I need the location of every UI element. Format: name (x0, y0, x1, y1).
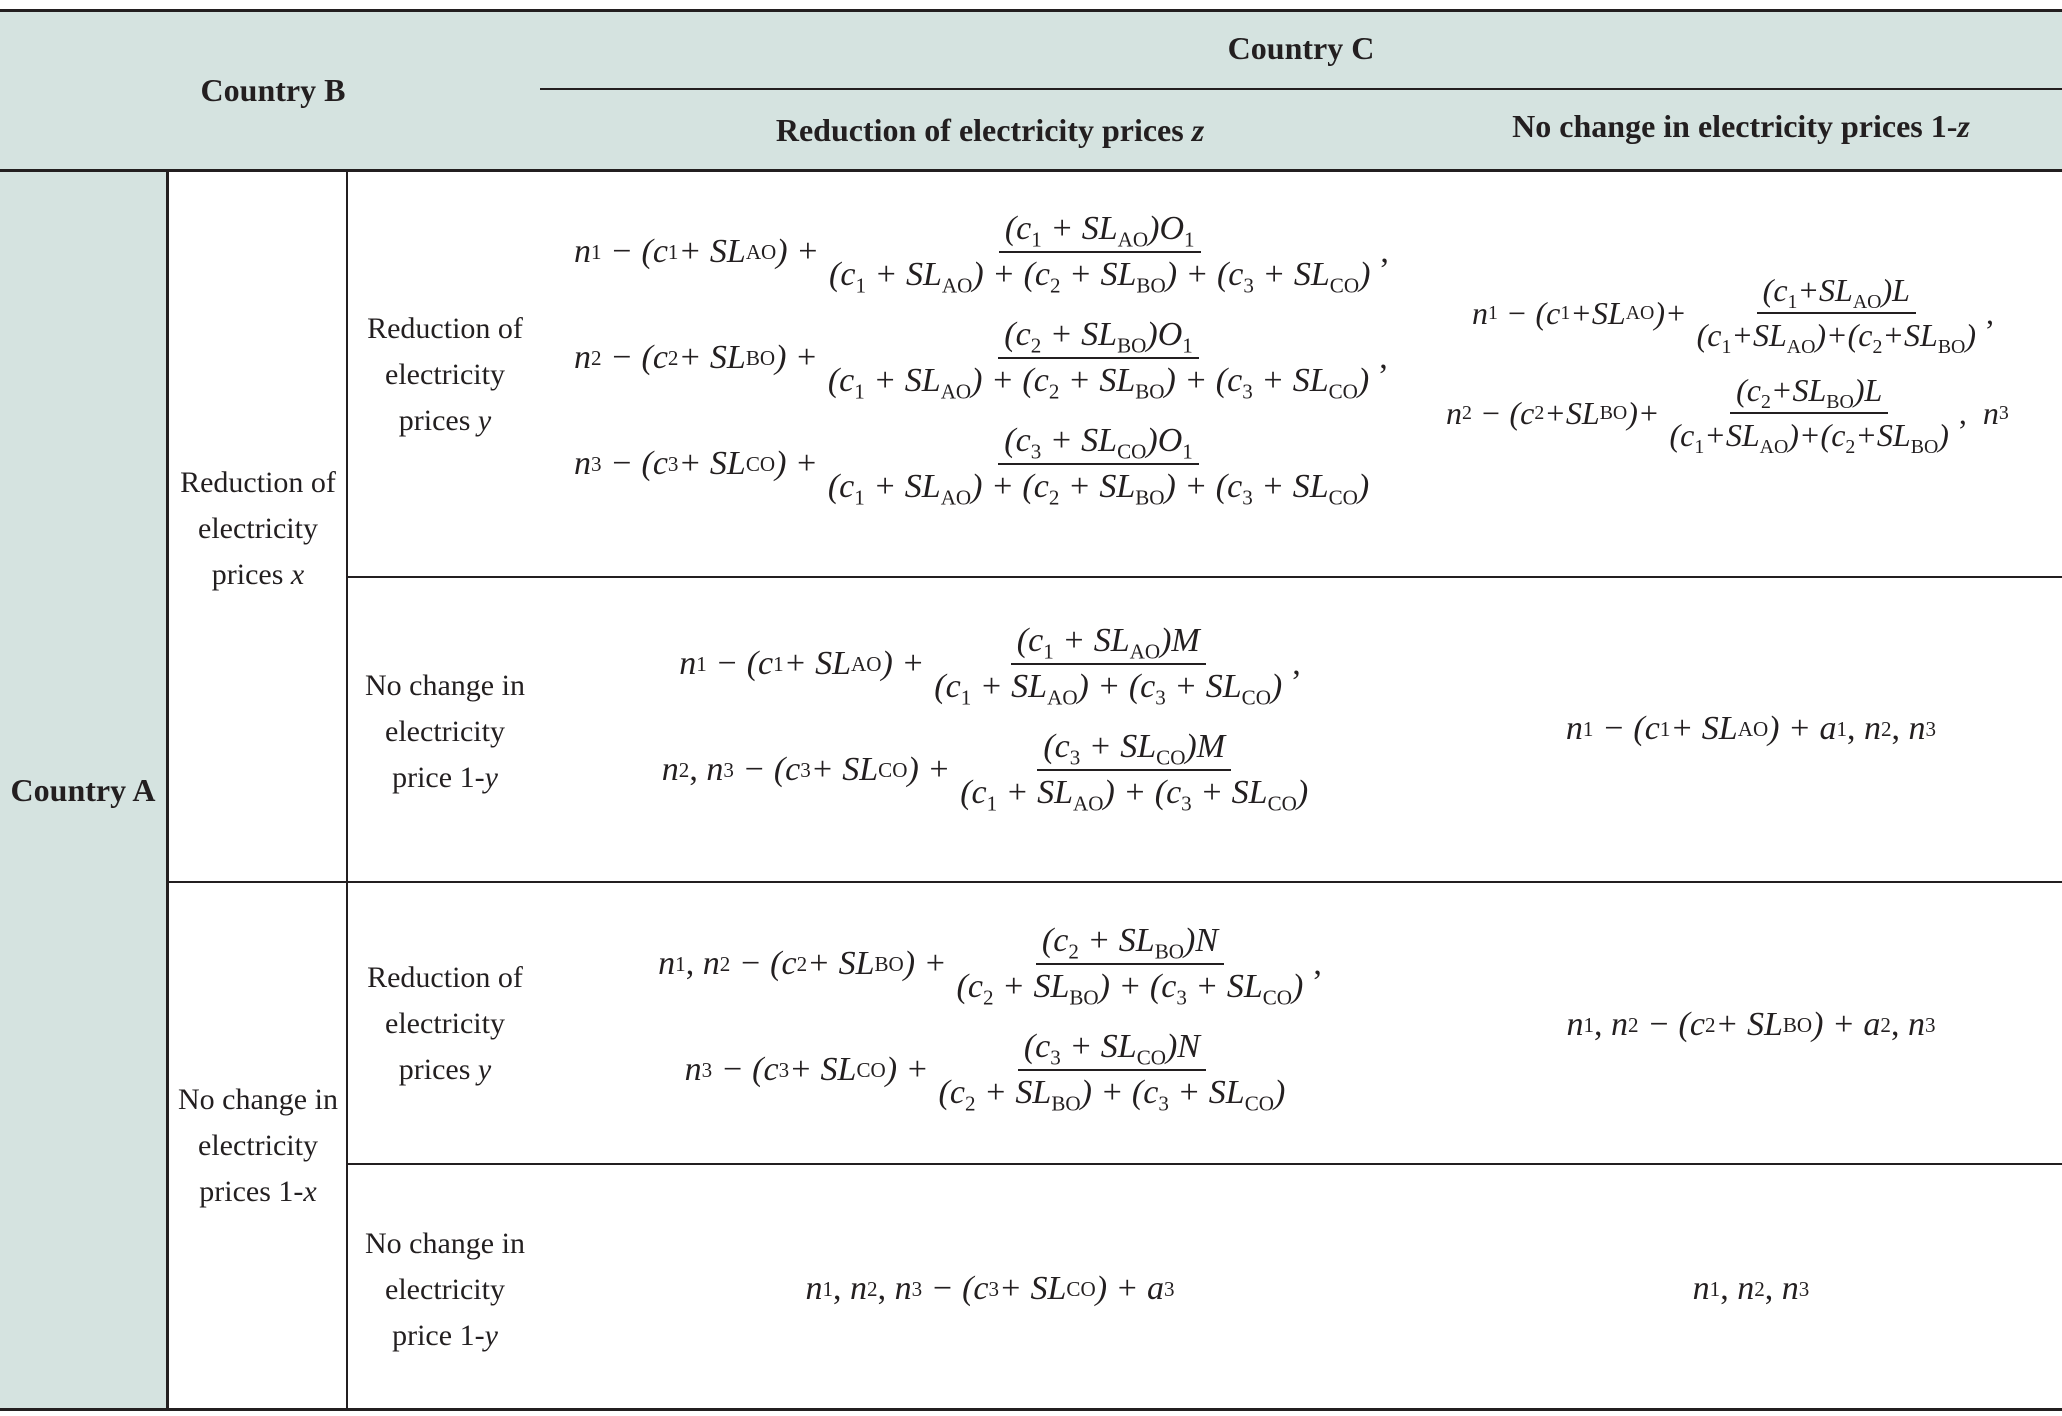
country-b-reduction-y-2: Reduction of electricity prices y (367, 961, 523, 1086)
payoff-r3c2-line1: n 1 , n 2 − (c 2 + SL BO ) + a 2 , n 3 (1566, 1006, 1936, 1043)
payoff-r2c1 (540, 622, 1440, 816)
payoff-r4c1-line1: n 1 , n 2 , n 3 − (c 3 + SL CO ) + a 3 (805, 1270, 1175, 1307)
row-divider-3 (346, 1163, 2062, 1165)
payoff-r2c2 (1440, 710, 2062, 748)
country-a-reduction-x: Reduction of electricity prices x (180, 466, 336, 591)
payoff-r4c2-line1: n 1 , n 2 , n 3 (1692, 1270, 1810, 1307)
payoff-r1c1-line1: n 1 − (c 1 + SL AO ) + $\frac{(c_1 + SL_{AO})O_1}{(c_1 + SL_{AO}) + (c_2 + SL_{BO}) + (c_3 + SL_{CO})}$ , (574, 210, 1389, 298)
top-rule (0, 9, 2062, 12)
payoff-r3c1 (540, 922, 1440, 1116)
payoff-r1c2 (1446, 272, 2009, 458)
country-c-header: Country C (1227, 30, 1375, 66)
header-bottom-rule (0, 169, 2062, 172)
country-c-underline (540, 88, 2062, 90)
country-b-no-change-y-2: No change in electricity price 1-y (365, 1227, 525, 1352)
payoff-r3c2 (1440, 1006, 2062, 1044)
country-b-column-rule (346, 170, 348, 1410)
country-b-reduction-y-1: Reduction of electricity prices y (367, 312, 523, 437)
payoff-r1c2-line1: n 1 − (c 1 +SL AO )+ $\frac{(c_1+SL_{AO})L}{(c_1+SL_{AO})+(c_2+SL_{BO})}$ , (1472, 272, 1995, 358)
payoff-r1c2-line2: n 2 − (c 2 +SL BO )+ $\frac{(c_2+SL_{BO})L}{(c_1+SL_{AO})+(c_2+SL_{BO})}$ , n 3 (1446, 372, 2009, 458)
payoff-r2c2-line1: n 1 − (c 1 + SL AO ) + a 1 , n 2 , n 3 (1565, 710, 1937, 747)
payoff-r3c1-line1: n 1 , n 2 − (c 2 + SL BO ) + $\frac{(c_2 + SL_{BO})N}{(c_2 + SL_{BO}) + (c_3 + SL_{CO})}$ , (658, 922, 1322, 1010)
row-divider-1 (346, 576, 2062, 578)
country-b-no-change-y-1: No change in electricity price 1-y (365, 669, 525, 794)
country-a-label: Country A (10, 772, 156, 808)
column-header-reduction-z: Reduction of electricity prices z (775, 112, 1205, 148)
payoff-r1c1-line2: n 2 − (c 2 + SL BO ) + $\frac{(c_2 + SL_{BO})O_1}{(c_1 + SL_{AO}) + (c_2 + SL_{BO}) + (c_3 + SL_{CO})}$ , (574, 316, 1388, 404)
country-a-column-rule (166, 170, 169, 1410)
column-header-no-change-z: No change in electricity prices 1-z (1512, 108, 1970, 144)
bottom-rule (0, 1408, 2062, 1411)
payoff-r4c1 (540, 1270, 1440, 1308)
payoff-r1c1-line3: n 3 − (c 3 + SL CO ) + $\frac{(c_3 + SL_{CO})O_1}{(c_1 + SL_{AO}) + (c_2 + SL_{BO}) + (c_3 + SL_{CO})}$ (574, 422, 1370, 510)
payoff-r2c1-line2: n 2 , n 3 − (c 3 + SL CO ) + $\frac{(c_3 + SL_{CO})M}{(c_1 + SL_{AO}) + (c_3 + SL_{CO})}$ (661, 728, 1309, 816)
row-divider-2 (168, 881, 2062, 883)
payoff-r3c1-line2: n 3 − (c 3 + SL CO ) + $\frac{(c_3 + SL_{CO})N}{(c_2 + SL_{BO}) + (c_3 + SL_{CO})}$ (684, 1028, 1286, 1116)
payoff-r1c1 (574, 210, 1389, 510)
payoff-r4c2 (1440, 1270, 2062, 1308)
country-a-no-change-x: No change in electricity prices 1-x (178, 1083, 338, 1208)
country-b-header: Country B (200, 72, 346, 108)
payoff-r2c1-line1: n 1 − (c 1 + SL AO ) + $\frac{(c_1 + SL_{AO})M}{(c_1 + SL_{AO}) + (c_3 + SL_{CO})}$ , (679, 622, 1301, 710)
